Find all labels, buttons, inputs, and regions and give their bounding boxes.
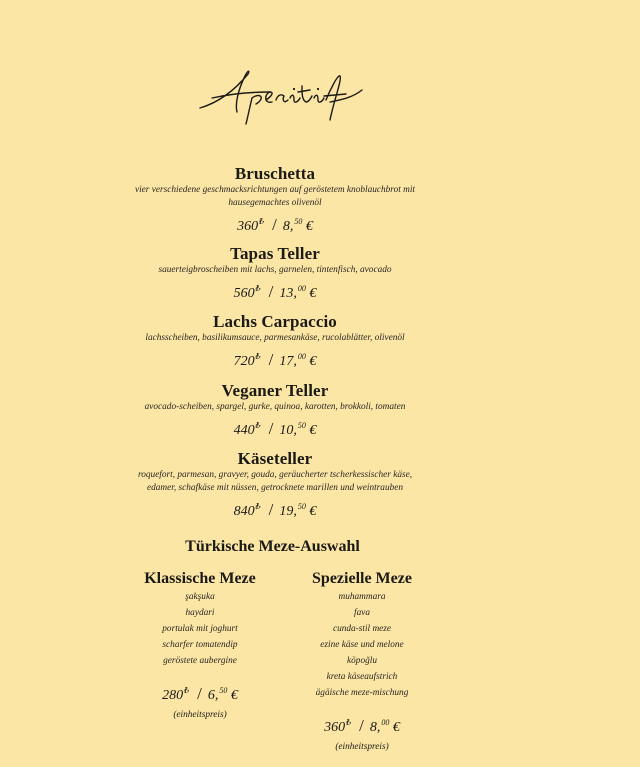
meze-special-column <box>282 569 442 754</box>
item-description: sauerteigbroscheiben mit lachs, garnelen, tintenfisch, avocado <box>158 265 392 275</box>
meze-entry: muhammara <box>338 592 386 602</box>
menu-item-veganer-teller <box>0 381 550 441</box>
item-name: Lachs Carpaccio <box>213 312 337 331</box>
unit-price-note: (einheitspreis) <box>335 742 389 752</box>
meze-entry: geröstete aubergine <box>163 656 237 666</box>
aperitif-script-title <box>190 60 370 130</box>
meze-entry: portulak mit joghurt <box>162 624 238 634</box>
meze-entry: ezine käse und melone <box>320 640 404 650</box>
item-description: edamer, schafkäse mit nüssen, getrocknete marillen und weintrauben <box>146 483 404 493</box>
item-name: Käseteller <box>237 449 313 468</box>
item-price: 360₺ / 8,50 € <box>237 215 313 234</box>
item-description: vier verschiedene geschmacksrichtungen auf geröstetem knoblauchbrot mit <box>134 185 416 195</box>
meze-entry: scharfer tomatendip <box>162 640 238 650</box>
meze-entry: kreta käseaufstrich <box>326 672 398 682</box>
item-description: roquefort, parmesan, gravyer, gouda, geräucherter tscherkessischer käse, <box>137 470 413 480</box>
meze-classic-price: 280₺ / 6,50 € <box>162 684 238 703</box>
meze-special-price: 360₺ / 8,00 € <box>324 716 400 735</box>
item-price: 560₺ / 13,00 € <box>233 282 317 301</box>
item-price: 440₺ / 10,50 € <box>233 419 317 438</box>
item-description: hausegemachtes olivenöl <box>228 198 322 208</box>
menu-item-bruschetta <box>0 164 550 237</box>
menu-item-lachs-carpaccio <box>0 312 550 372</box>
unit-price-note: (einheitspreis) <box>173 710 227 720</box>
menu-item-kaeseteller <box>0 449 550 522</box>
item-name: Tapas Teller <box>230 244 320 263</box>
meze-entry: köpoğlu <box>347 656 377 666</box>
item-price: 720₺ / 17,00 € <box>233 350 317 369</box>
item-name: Veganer Teller <box>221 381 329 400</box>
item-description: avocado-scheiben, spargel, gurke, quinoa, karotten, brokkoli, tomaten <box>144 402 406 412</box>
item-name: Bruschetta <box>234 164 316 183</box>
meze-classic-title: Klassische Meze <box>144 570 256 587</box>
meze-entry: ägäische meze-mischung <box>315 688 409 698</box>
meze-entry: haydari <box>185 608 215 618</box>
meze-classic-column <box>120 569 280 722</box>
menu-item-tapas-teller <box>0 244 550 304</box>
meze-entry: cunda-stil meze <box>332 624 392 634</box>
meze-special-title: Spezielle Meze <box>312 570 412 587</box>
item-price: 840₺ / 19,50 € <box>233 500 317 519</box>
meze-entry: şakşuka <box>185 592 215 602</box>
meze-section-title: Türkische Meze-Auswahl <box>185 538 360 555</box>
meze-entry: fava <box>353 608 370 618</box>
item-description: lachsscheiben, basilikumsauce, parmesankäse, rucolablätter, olivenöl <box>145 333 405 343</box>
